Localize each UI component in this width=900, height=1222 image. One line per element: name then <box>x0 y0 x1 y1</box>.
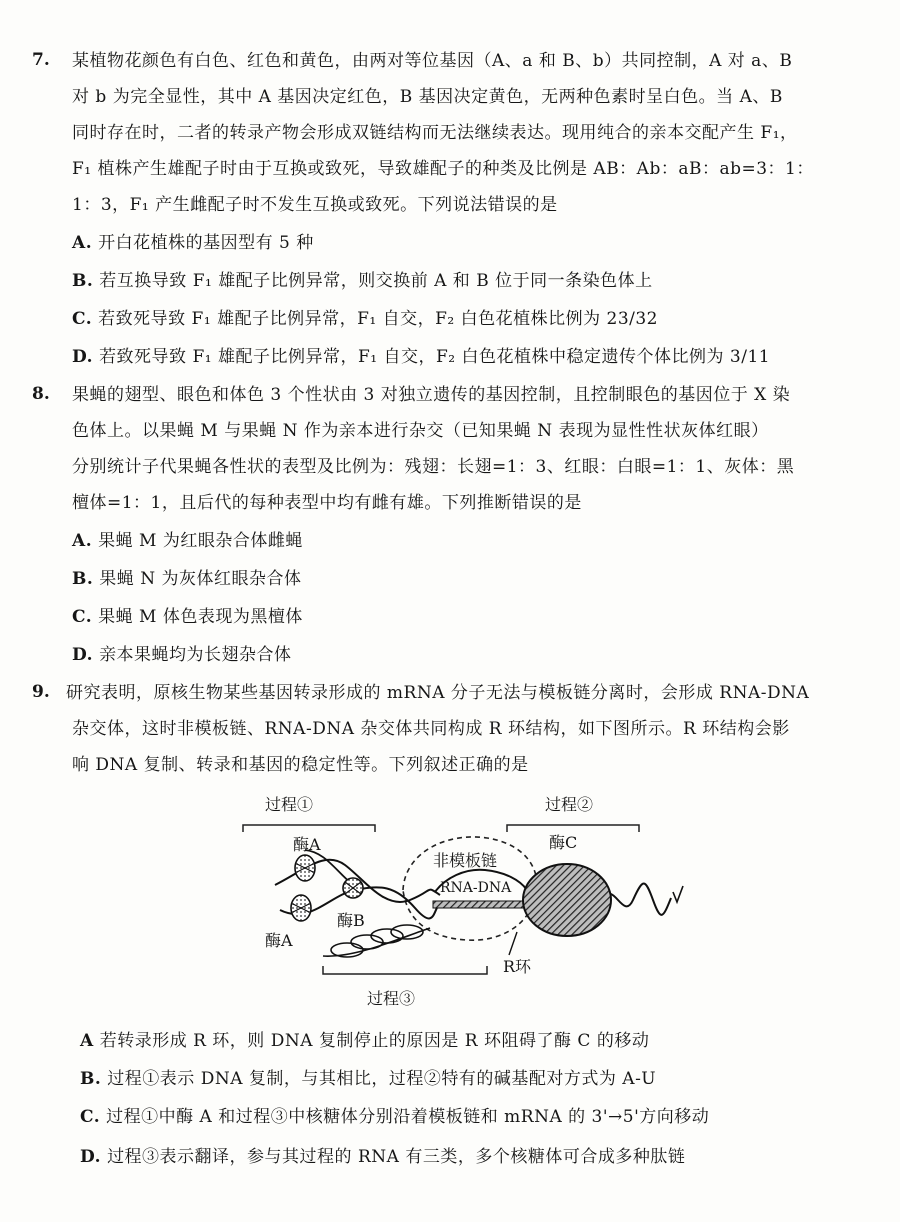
enzyme-c-label: 酶C <box>549 833 578 852</box>
process1-bracket <box>243 825 375 832</box>
process2-label: 过程② <box>545 795 594 814</box>
enzyme-a-top-shape <box>295 855 315 881</box>
option-letter: A <box>80 1031 94 1051</box>
option-c[interactable] <box>72 606 303 628</box>
enzyme-b-shape <box>343 878 363 898</box>
question-stem-line: 分别统计子代果蝇各性状的表型及比例为：残翅：长翅=1：3、红眼：白眼=1：1、灰体：黑 <box>72 457 795 477</box>
question-stem-line: 对 b 为完全显性，其中 A 基因决定红色，B 基因决定黄色，无两种色素时呈白色。当 A、B <box>72 87 783 107</box>
question-number: 8. <box>32 384 50 404</box>
option-letter: C. <box>80 1107 101 1127</box>
option-text: 过程③表示翻译，参与其过程的 RNA 有三类，多个核糖体可合成多种肽链 <box>107 1147 686 1167</box>
option-letter: D. <box>72 347 94 367</box>
option-letter: D. <box>72 645 94 665</box>
option-text: 果蝇 M 为红眼杂合体雌蝇 <box>98 531 303 551</box>
option-letter: B. <box>72 569 94 589</box>
option-b[interactable] <box>72 270 653 292</box>
option-b[interactable] <box>80 1068 656 1090</box>
question-stem-line: 响 DNA 复制、转录和基因的稳定性等。下列叙述正确的是 <box>72 755 529 775</box>
enzyme-a-bottom-shape <box>291 895 311 921</box>
option-d[interactable] <box>72 346 770 368</box>
option-text: 开白花植株的基因型有 5 种 <box>98 233 314 253</box>
option-text: 过程①中酶 A 和过程③中核糖体分别沿着模板链和 mRNA 的 3'→5'方向移动 <box>106 1107 710 1127</box>
option-text: 果蝇 M 体色表现为黑檀体 <box>98 607 303 627</box>
r-loop-diagram-svg <box>235 790 685 1015</box>
option-b[interactable] <box>72 568 301 590</box>
option-a[interactable] <box>72 232 314 254</box>
process1-label: 过程① <box>265 795 314 814</box>
option-letter: B. <box>80 1069 102 1089</box>
question-stem-line: 某植物花颜色有白色、红色和黄色，由两对等位基因（A、a 和 B、b）共同控制，A 对 a、B <box>72 51 793 71</box>
option-text: 若互换导致 F₁ 雄配子比例异常，则交换前 A 和 B 位于同一条染色体上 <box>99 271 653 291</box>
option-letter: C. <box>72 309 93 329</box>
option-a[interactable] <box>80 1030 649 1052</box>
question-stem-line: 同时存在时，二者的转录产物会形成双链结构而无法继续表达。现用纯合的亲本交配产生 F₁， <box>72 123 798 143</box>
rna-dna-hybrid-label: RNA-DNA <box>440 880 512 896</box>
option-letter: C. <box>72 607 93 627</box>
question-stem-line: 檀体=1：1，且后代的每种表型中均有雌有雄。下列推断错误的是 <box>72 493 582 513</box>
option-letter: A. <box>72 531 93 551</box>
rna-dna-hybrid <box>433 901 529 908</box>
enzyme-a-bottom-label: 酶A <box>265 931 293 950</box>
enzyme-a-top-label: 酶A <box>293 835 321 854</box>
process3-bracket <box>323 966 487 974</box>
question-number: 9. <box>32 682 50 702</box>
r-loop-diagram <box>235 790 685 1015</box>
question-stem-line: 色体上。以果蝇 M 与果蝇 N 作为亲本进行杂交（已知果蝇 N 表现为显性性状灰体红眼） <box>72 421 769 441</box>
process3-label: 过程③ <box>367 989 416 1008</box>
r-loop-pointer <box>509 932 517 955</box>
dna-strand-right <box>603 884 671 915</box>
option-text: 亲本果蝇均为长翅杂合体 <box>99 645 292 665</box>
option-letter: A. <box>72 233 93 253</box>
non-template-strand-label: 非模板链 <box>433 851 498 870</box>
question-stem-line: 果蝇的翅型、眼色和体色 3 个性状由 3 对独立遗传的基因控制，且控制眼色的基因位于 X 染 <box>72 385 791 405</box>
question-stem-line: 杂交体，这时非模板链、RNA-DNA 杂交体共同构成 R 环结构，如下图所示。R 环结构会影 <box>72 719 790 739</box>
option-text: 果蝇 N 为灰体红眼杂合体 <box>99 569 302 589</box>
enzyme-c-shape <box>523 864 611 936</box>
option-c[interactable] <box>72 308 658 330</box>
option-c[interactable] <box>80 1106 709 1128</box>
question-stem-line: 研究表明，原核生物某些基因转录形成的 mRNA 分子无法与模板链分离时，会形成 RNA-DNA <box>66 683 810 703</box>
option-letter: D. <box>80 1147 102 1167</box>
question-number: 7. <box>32 50 50 70</box>
enzyme-b-label: 酶B <box>337 911 365 930</box>
question-stem-line: F₁ 植株产生雄配子时由于互换或致死，导致雄配子的种类及比例是 AB：Ab：aB：ab=3：1： <box>72 159 814 179</box>
option-letter: B. <box>72 271 94 291</box>
option-text: 若致死导致 F₁ 雄配子比例异常，F₁ 自交，F₂ 白色花植株比例为 23/32 <box>98 309 658 329</box>
question-stem-line: 1：3，F₁ 产生雌配子时不发生互换或致死。下列说法错误的是 <box>72 195 558 215</box>
option-d[interactable] <box>72 644 292 666</box>
option-text: 若转录形成 R 环，则 DNA 复制停止的原因是 R 环阻碍了酶 C 的移动 <box>99 1031 650 1051</box>
option-text: 若致死导致 F₁ 雄配子比例异常，F₁ 自交，F₂ 白色花植株中稳定遗传个体比例为 3/11 <box>99 347 771 367</box>
r-loop-label: R环 <box>503 957 532 976</box>
option-d[interactable] <box>80 1146 685 1168</box>
option-text: 过程①表示 DNA 复制，与其相比，过程②特有的碱基配对方式为 A-U <box>107 1069 657 1089</box>
dna-end-mark <box>673 886 683 902</box>
option-a[interactable] <box>72 530 303 552</box>
